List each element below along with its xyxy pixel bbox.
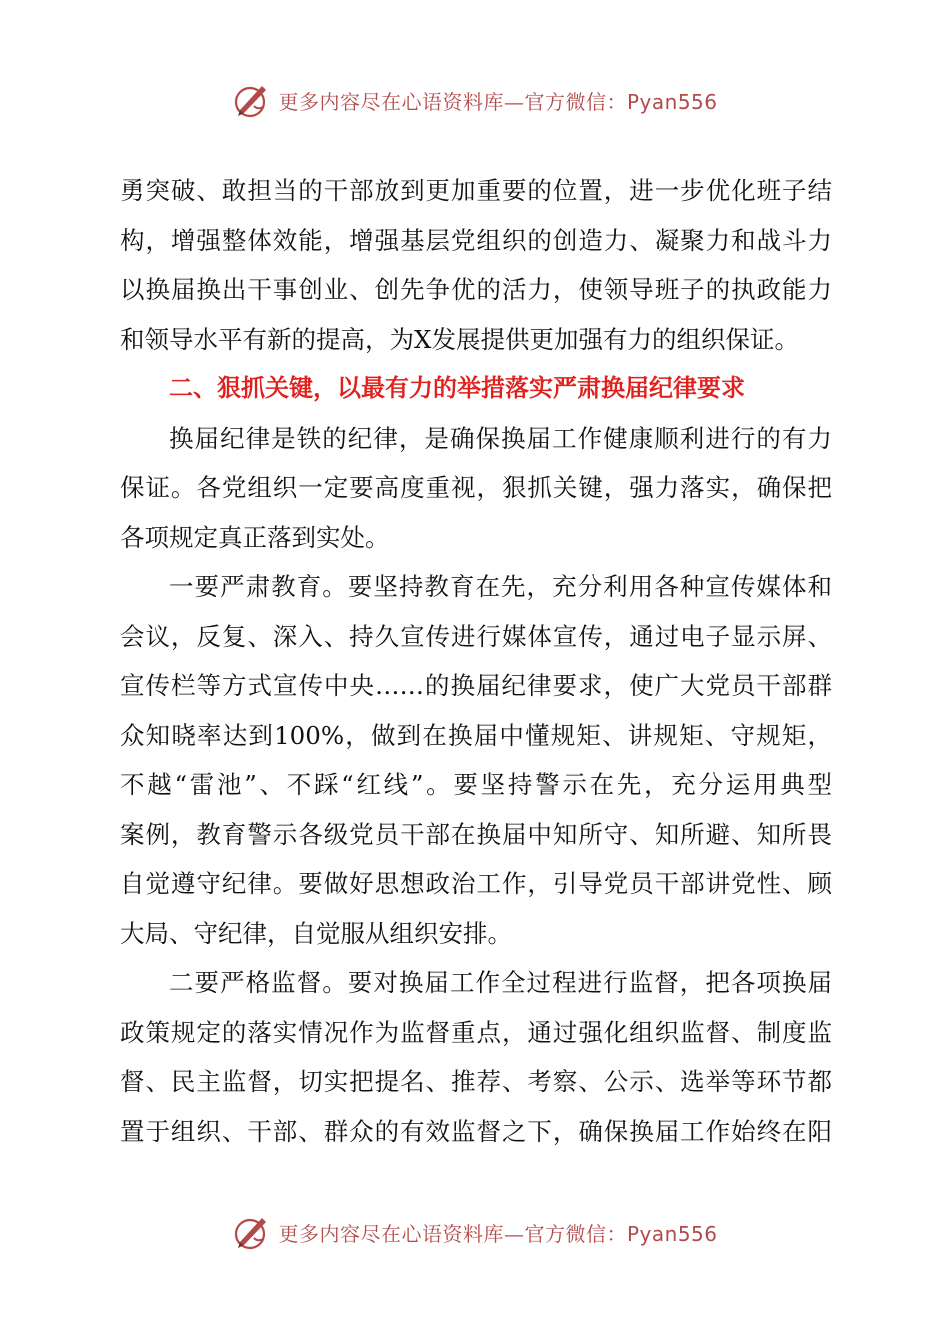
paragraph-1 — [120, 166, 832, 364]
text-line: 勇突破、敢担当的干部放到更加重要的位置，进一步优化班子结 — [120, 176, 832, 205]
text-line: 大局、守纪律，自觉服从组织安排。 — [120, 918, 512, 948]
text-line: 众知晓率达到100%，做到在换届中懂规矩、讲规矩、守规矩， — [120, 720, 832, 750]
header-banner-text: 更多内容尽在心语资料库—官方微信： — [278, 89, 627, 114]
header-banner — [0, 78, 950, 122]
text-line: 政策规定的落实情况作为监督重点，通过强化组织监督、制度监 — [120, 1017, 832, 1047]
text-line: 会议，反复、深入、持久宣传进行媒体宣传，通过电子显示屏、 — [120, 621, 832, 651]
text-line: 换届纪律是铁的纪律，是确保换届工作健康顺利进行的有力 — [169, 423, 832, 453]
text-line: 案例，教育警示各级党员干部在换届中知所守、知所避、知所畏 — [120, 819, 832, 849]
text-line: 各项规定真正落到实处。 — [120, 522, 390, 552]
text-line: 自觉遵守纪律。要做好思想政治工作，引导党员干部讲党性、顾 — [120, 869, 832, 898]
paragraph-3 — [120, 562, 832, 958]
text-line: 不越“雷池”、不踩“红线”。要坚持警示在先，充分运用典型 — [120, 770, 832, 799]
section-heading: 二、狠抓关键，以最有力的举措落实严肃换届纪律要求 — [169, 374, 745, 402]
text-line: 督、民主监督，切实把提名、推荐、考察、公示、选举等环节都 — [120, 1067, 832, 1096]
text-line: 和领导水平有新的提高，为X发展提供更加强有力的组织保证。 — [120, 324, 799, 354]
text-line: 置于组织、干部、群众的有效监督之下，确保换届工作始终在阳 — [120, 1116, 832, 1146]
paragraph-4 — [120, 958, 832, 1156]
paragraph-2 — [120, 414, 832, 563]
footer-banner — [0, 1210, 950, 1254]
text-line: 保证。各党组织一定要高度重视，狠抓关键，强力落实，确保把 — [120, 473, 832, 502]
footer-banner-text: 更多内容尽在心语资料库—官方微信： — [278, 1221, 627, 1246]
footer-banner-wechat: Pyan556 — [626, 1221, 718, 1246]
text-line: 一要严肃教育。要坚持教育在先，充分利用各种宣传媒体和 — [169, 572, 832, 601]
pen-logo-icon — [232, 80, 272, 120]
text-line: 宣传栏等方式宣传中央……的换届纪律要求，使广大党员干部群 — [120, 671, 832, 700]
text-line: 二要严格监督。要对换届工作全过程进行监督，把各项换届 — [169, 968, 832, 997]
text-line: 以换届换出干事创业、创先争优的活力，使领导班子的执政能力 — [120, 275, 832, 304]
document-body — [120, 166, 832, 1156]
pen-logo-icon — [232, 1212, 272, 1252]
text-line: 构，增强整体效能，增强基层党组织的创造力、凝聚力和战斗力 — [120, 225, 832, 255]
header-banner-wechat: Pyan556 — [626, 89, 718, 114]
